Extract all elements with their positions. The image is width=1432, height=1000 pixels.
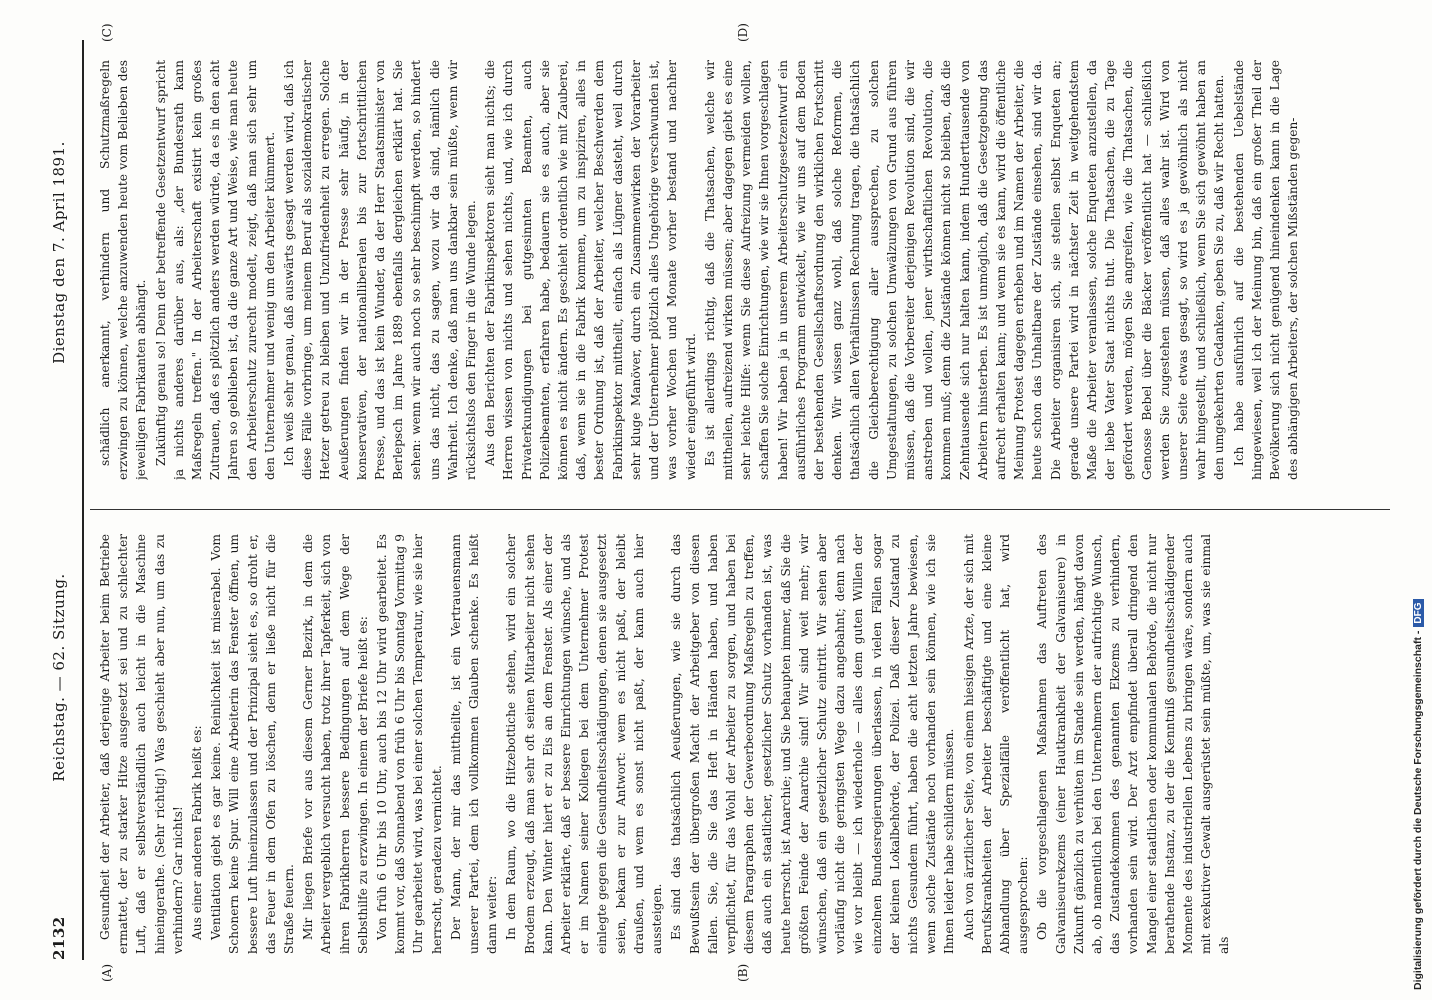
marker-c: (C) <box>100 23 114 42</box>
paragraph: schädlich anerkannt, verhindern und Schutzmaßregeln erzwingen zu können, welche anzuwenden heute vom Belieben des jeweiligen Fabrikanten abhängt. <box>98 60 149 480</box>
paragraph: Ventilation giebt es gar keine. Reinlichkeit ist miserabel. Vom Schonern keine Spur. Will eine Arbeiterin das Fenster öffnen, um bessere Luft hineinzulassen und der Prinzipal sieht es, so droht er, das Feuer in dem Ofen zu löschen, denn er ließe nicht für die Straße feuern. <box>209 534 297 954</box>
paragraph: Es ist allerdings richtig, daß die Thatsachen, welche wir mittheilen, aufreizend wirken müssen; aber dagegen giebt es eine sehr leichte Hilfe: wenn Sie diese Aufreizung vermeiden wollen, schaffen Sie solche Einrichtungen, wie wir sie Ihnen vorgeschlagen haben! Wir haben ja in unserem Arbeiterschutzgesetzentwurf ein ausführliches Programm entwickelt, wie wir uns auf dem Boden der bestehenden Gesellschaftsordnung den wirklichen Fortschritt denken. Wir wissen ganz wohl, daß solche Reformen, die thatsächlich allen Verhältnissen Rechnung tragen, die thatsächlich die Gleichberechtigung aller aussprechen, zu solchen Umgestaltungen, zu solchen Umwälzungen von Grund aus führen müssen, daß die Vorbereiter derjenigen Revolution sind, die wir anstreben und wollen, jener wirthschaftlichen Revolution, die kommen muß; denn die Zustände können nicht so bleiben, daß die Zehntausende sich nur halten kann, indem Hunderttausende von Arbeitern hinsterben. Es ist unmöglich, daß die Gesetzgebung das aufrecht erhalten kann; und wenn sie es kann, wird die öffentliche Meinung Protest dagegen erheben und im Namen der Arbeiter, die heute schon das Unhaltbare der Zustände einsehen, sind wir da. Die Arbeiter organisiren sich, sie stellen selbst Enqueten an; gerade unsere Partei wird in nächster Zeit in weitgehendstem Maße die Arbeiter veranlassen, solche Enqueten anzustellen, da der liebe Vater Staat nichts thut. Die Thatsachen, die zu Tage gefördert werden, mögen Sie angreifen, wie die Thatsachen, die Genosse Bebel über die Bäcker veröffentlicht hat — schließlich werden Sie zugestehen müssen, daß alles wahr ist. Wird von unserer Seite etwas gesagt, so wird es ja gewöhnlich als nicht wahr hingestellt, und schließlich, wenn Sie sich gewöhnt haben an den umgekehrten Gedanken, geben Sie zu, daß wir Recht hatten. <box>702 60 1227 480</box>
paragraph: Ob die vorgeschlagenen Maßnahmen das Auftreten des Galvaniseurekzems (einer Hautkrankheit der Galvaniseure) in Zukunft gänzlich zu verhüten im Stande sein werden, hängt davon ab, ob namentlich bei den Unternehmern der aufrichtige Wunsch, das Zustandekommen des genannten Ekzems zu verhindern, vorhanden sein wird. Der Arzt empfindet überall dringend den Mangel einer staatlichen oder kommunalen Behörde, die nicht nur berathende Instanz, zu der die Kenntniß gesundheitsschädigender Momente des industriellen Lebens zu bringen wäre, sondern auch mit exekutiver Gewalt ausgerüstet sein müßte, um, was sie einmal als <box>1035 534 1232 954</box>
marker-a: (A) <box>100 963 114 982</box>
paragraph: Es sind das thatsächlich Aeußerungen, wie sie durch das Bewußtsein der übergroßen Macht der Arbeitgeber von diesen fallen. Sie, die Sie das Heft in Händen haben, und haben verpflichtet, für das Wohl der Arbeiter zu sorgen, und haben bei diesem Paragraphen der Gewerbeordnung Maßregeln zu treffen, daß auch ein staatlicher, gesetzlicher Schutz vorhanden ist, was heute herrscht, ist Anarchie; und Sie behaupten immer, daß Sie die größten Feinde der Anarchie sind! Wir sind weit mehr; wir wünschen, daß ein gesetzlicher Schutz eintritt. Wir sehen aber vorläufig nicht die geringsten Wege dazu angebahnt; denn nach wie vor bleibt — ich wiederhole — alles dem guten Willen der einzelnen Bundesregierungen überlassen, in vielen Fällen sogar der kleinen Lokalbehörde, der Polizei. Daß dieser Zustand zu nichts Gesundem führt, haben die acht letzten Jahre bewiesen, wenn solche Zustände noch vorhanden sein können, wie ich sie Ihnen leider habe schildern müssen. <box>669 534 957 954</box>
paragraph: Aus einer anderen Fabrik heißt es: <box>190 725 205 940</box>
paragraph: Der Mann, der mir das mittheilte, ist ein Vertrauensmann unserer Partei, dem ich vollkommen Glauben schenke. Es heißt dann weiter: <box>448 534 500 954</box>
session-title: Reichstag. — 62. Sitzung. <box>50 573 68 782</box>
paragraph: Mir liegen Briefe vor aus diesem Gerner Bezirk, in dem die Arbeiter vergeblich versucht haben, trotz ihrer Tapferkeit, sich von ihren Fabrikherren bessere Bedingungen auf dem Wege der Selbsthilfe zu erzwingen. In einem der Briefe heißt es: <box>301 534 370 954</box>
footer-credit <box>1412 600 1424 991</box>
paragraph: Gesundheit der Arbeiter, daß derjenige Arbeiter beim Betriebe ermattet, der zu starker Hitze ausgesetzt sei und zu schlechter Luft, daß er selbstverständlich auch leicht in die Maschine hineingerathe. (Sehr richtig!) Was geschieht aber nun, um das zu verhindern? Gar nichts! <box>98 534 185 954</box>
marker-d: (D) <box>736 23 750 42</box>
column-divider <box>90 509 1390 510</box>
dfg-logo: DFG <box>1413 600 1424 627</box>
paragraph: Von früh 6 Uhr bis 10 Uhr, auch bis 12 Uhr wird gearbeitet. Es kommt vor, daß Sonnabend von früh 6 Uhr bis Sonntag Vormittag 9 Uhr gearbeitet wird, was bei einer solchen Temperatur, wie sie hier herrscht, geradezu vernichtet. <box>375 534 444 954</box>
page-header <box>42 40 76 960</box>
paragraph: Ich habe ausführlich auf die bestehenden Uebelstände hingewiesen, weil ich der Meinung bin, daß ein großer Theil der Bevölkerung sich nicht genügend hineindenken kann in die Lage des abhängigen Arbeiters, der solchen Mißständen gegen- <box>1231 60 1301 480</box>
rotated-page-content <box>16 0 1416 1000</box>
footer-text: Digitalisierung gefördert durch die Deutsche Forschungsgemeinschaft - <box>1412 630 1424 990</box>
page-number: 2132 <box>50 916 68 960</box>
paragraph: Auch von ärztlicher Seite, von einem hiesigen Arzte, der sich mit Berufskrankheiten der Arbeiter beschäftigte und eine kleine Abhandlung über Spezialfälle veröffentlicht hat, wird ausgesprochen: <box>961 534 1031 954</box>
date-title: Dienstag den 7. April 1891. <box>50 141 68 364</box>
header-rule <box>82 40 84 960</box>
paragraph: Zukünftig genau so! Denn der betreffende Gesetzentwurf spricht ja nichts anderes darüber aus, als: „der Bundesrath kann Maßregeln treffen." In der Arbeiterschaft existirt kein großes Zutrauen, daß es plötzlich anders werden würde, da es in den acht Jahren so geblieben ist, da die ganze Art und Weise, wie man heute den Arbeiterschutz zurecht modelt, zeigt, daß man sich sehr um den Unternehmer und wenig um den Arbeiter kümmert. <box>153 60 277 480</box>
paragraph: Ich weiß sehr genau, daß auswärts gesagt werden wird, daß ich diese Fälle vorbringe, um meinem Beruf als sozialdemokratischer Hetzer getreu zu bleiben und Unzufriedenheit zu erregen. Solche Aeußerungen finden wir in der Presse sehr häufig, in der konservativen, der nationalliberalen bis zur fortschrittlichen Presse, und das ist kein Wunder, da der Herr Staatsminister von Berlepsch im Jahre 1889 ebenfalls dergleichen erklärt hat. Sie sehen: wenn wir auch noch so sehr beschimpft werden, so hindert uns das nicht, das zu sagen, wozu wir da sind, nämlich die Wahrheit. Ich denke, daß man uns dankbar sein müßte, wenn wir rücksichtslos den Finger in die Wunde legen. <box>282 60 479 480</box>
paragraph: Aus den Berichten der Fabrikinspektoren sieht man nichts; die Herren wissen von nichts und sehen nichts, und, wie ich durch Privaterkundigungen bei gutgesinnten Beamten, auch Polizeibeamten, erfahren habe, bedauern sie es auch, aber sie können es nicht ändern. Es geschieht ordentlich wie mit Zauberei, daß, wenn sie in die Fabrik kommen, um zu inspiziren, alles in bester Ordnung ist, daß der Arbeiter, welcher Beschwerden dem Fabrikinspektor mittheilt, einfach als Lügner dasteht, weil durch sehr kluge Manöver, durch ein Zusammenwirken der Vorarbeiter und der Unternehmer plötzlich alles Ungehörige verschwunden ist, was vorher Wochen und Monate vorher bestand und nachher wieder eingeführt wird. <box>483 60 698 480</box>
paragraph: In dem Raum, wo die Hitzebottiche stehen, wird ein solcher Brodem erzeugt, daß man sehr oft seinen Mitarbeiter nicht sehen kann. Den Winter hiert er zu Eis an dem Fenster. Als einer der Arbeiter erklärte, daß er bessere Einrichtungen wünsche, und als er im Namen seiner Kollegen bei dem Unternehmer Protest einlegte gegen die Gesundheitsschädigungen, denen sie ausgesetzt seien, bekam er zur Antwort: wem es nicht paßt, der bleibt draußen, und wem es sonst nicht paßt, der kann auch hier aussteigen. <box>504 534 665 954</box>
right-column <box>96 60 1386 480</box>
marker-b: (B) <box>736 963 750 982</box>
left-column <box>96 534 1386 954</box>
